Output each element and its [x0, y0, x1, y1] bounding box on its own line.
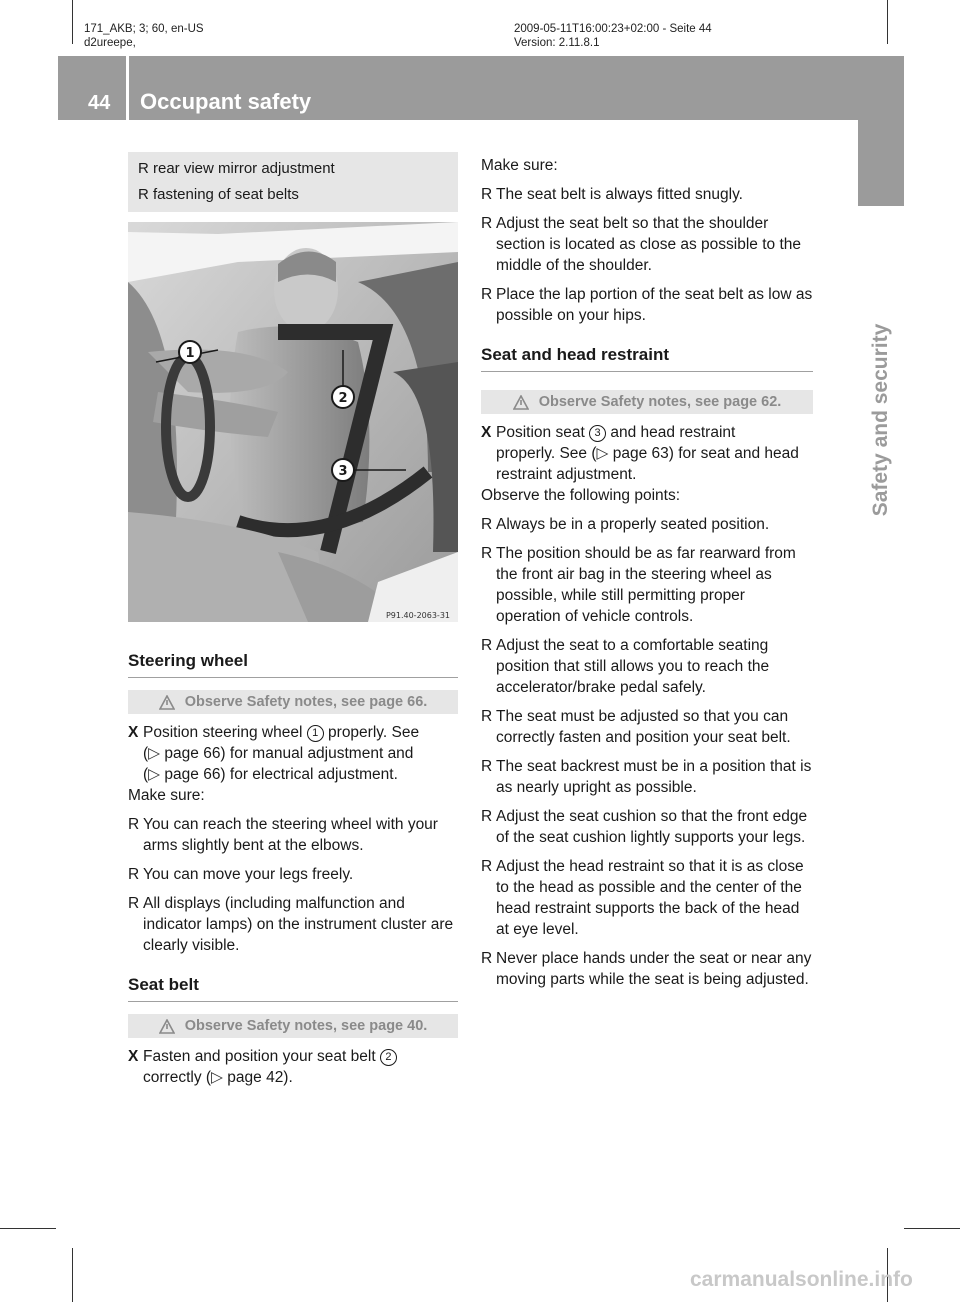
print-meta-left	[84, 22, 204, 50]
instruction-step: X Position steering wheel 1 properly. See (▷ page 66) for manual adjustment and (▷ page 66) for electrical adjustment.	[128, 724, 420, 783]
callout-3: 3	[338, 464, 348, 479]
section-heading-seatbelt: Seat belt	[128, 974, 458, 1002]
warning-triangle-icon	[159, 1019, 175, 1034]
warning-triangle-icon	[159, 695, 175, 710]
callout-2: 2	[338, 391, 348, 406]
list-item: R Adjust the head restraint so that it is as close to the head as possible and the center of the head restraint supports the back of the head at eye level.	[481, 858, 804, 938]
list-item: R rear view mirror adjustment	[138, 160, 335, 177]
warning-text: Observe Safety notes, see page 40.	[184, 1017, 428, 1034]
list-item: R Adjust the seat cushion so that the front edge of the seat cushion lightly supports your legs.	[481, 808, 808, 846]
pageref-icon: ▷	[148, 766, 161, 783]
section-heading-steering: Steering wheel	[128, 650, 458, 678]
meta-left-line1: 171_AKB; 3; 60, en-US	[84, 23, 204, 35]
side-tab-block	[858, 120, 904, 206]
list-item: R Always be in a properly seated position.	[481, 516, 770, 533]
instruction-step: X Fasten and position your seat belt 2 correctly (▷ page 42).	[128, 1046, 458, 1088]
warning-text: Observe Safety notes, see page 62.	[538, 393, 782, 410]
figure-code: P91.40-2063-31	[385, 611, 450, 620]
list-item: R You can reach the steering wheel with your arms slightly bent at the elbows.	[128, 816, 438, 854]
meta-right-line2: Version: 2.11.8.1	[514, 37, 600, 49]
list-item: R The seat must be adjusted so that you can correctly fasten and position your seat belt.	[481, 708, 791, 746]
callout-ref-3: 3	[589, 425, 606, 442]
right-column	[481, 155, 813, 998]
warning-seatbelt	[128, 1014, 458, 1038]
list-item: R Never place hands under the seat or near any moving parts while the seat is being adjusted.	[481, 950, 812, 988]
side-tab-label: Safety and security	[869, 323, 892, 517]
list-item: R The seat belt is always fitted snugly.	[481, 186, 743, 203]
list-item: R fastening of seat belts	[138, 186, 299, 203]
pageref-icon: ▷	[596, 445, 609, 462]
callout-ref-1: 1	[307, 725, 324, 742]
callout-1: 1	[185, 346, 195, 361]
list-item: R Place the lap portion of the seat belt as low as possible on your hips.	[481, 286, 813, 324]
list-item: R Adjust the seat belt so that the shoulder section is located as close as possible to the middle of the shoulder.	[481, 215, 802, 274]
seating-illustration	[128, 222, 458, 622]
make-sure-label: Make sure:	[128, 787, 205, 804]
meta-left-line2: d2ureepe,	[84, 37, 136, 49]
section-heading-seat: Seat and head restraint	[481, 344, 813, 372]
page-number: 44	[88, 92, 111, 114]
crop-mark	[72, 1248, 73, 1302]
crop-mark	[887, 0, 888, 44]
print-meta-right	[514, 22, 712, 50]
meta-right-line1: 2009-05-11T16:00:23+02:00 - Seite 44	[514, 23, 712, 35]
page-title: Occupant safety	[140, 89, 312, 114]
driver-seated-illustration	[128, 222, 458, 622]
crop-mark	[904, 1228, 960, 1229]
warning-seat	[481, 390, 813, 414]
list-item: R You can move your legs freely.	[128, 866, 354, 883]
warning-triangle-icon	[513, 395, 529, 410]
instruction-step: X Position seat 3 and head restraint properly. See (▷ page 63) for seat and head restraint adjustment.	[481, 424, 799, 483]
list-item: R Adjust the seat to a comfortable seating position that still allows you to reach the accelerator/brake pedal safely.	[481, 637, 770, 696]
pageref-icon: ▷	[148, 745, 161, 762]
list-item: R The position should be as far rearward from the front air bag in the steering wheel as possible, while still permitting proper operation of vehicle controls.	[481, 545, 796, 625]
crop-mark	[0, 1228, 56, 1229]
callout-ref-2: 2	[380, 1049, 397, 1066]
watermark: carmanualsonline.info	[690, 1268, 913, 1291]
observe-label: Observe the following points:	[481, 487, 681, 504]
list-item: R All displays (including malfunction and indicator lamps) on the instrument cluster are clearly visible.	[128, 895, 454, 954]
header-divider	[126, 56, 129, 120]
make-sure-label: Make sure:	[481, 157, 558, 174]
left-column	[128, 650, 458, 1088]
list-item: R The seat backrest must be in a position that is as nearly upright as possible.	[481, 758, 812, 796]
warning-text: Observe Safety notes, see page 66.	[184, 693, 428, 710]
pageref-icon: ▷	[211, 1069, 223, 1086]
warning-steering	[128, 690, 458, 714]
continued-list-box	[128, 152, 458, 212]
crop-mark	[72, 0, 73, 44]
